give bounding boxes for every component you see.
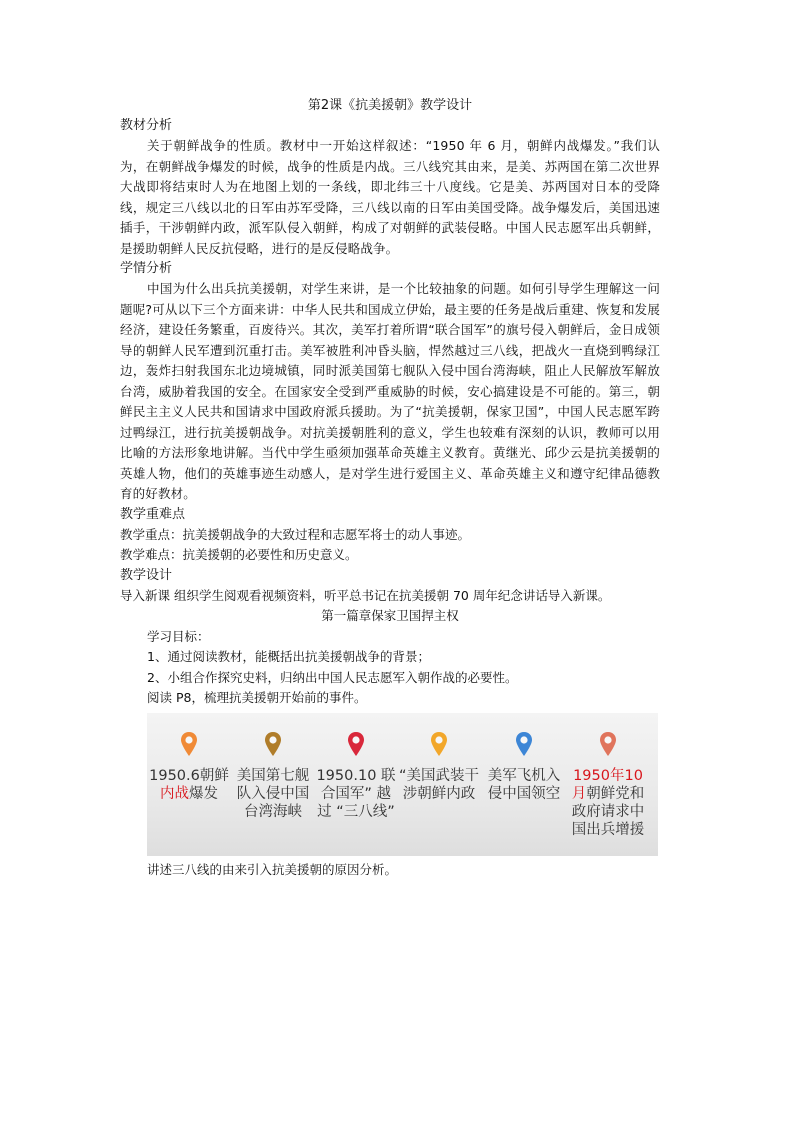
difficult-point: 教学难点：抗美援朝的必要性和历史意义。 <box>120 547 358 562</box>
learner-heading: 学情分析 <box>120 261 173 276</box>
closing-line: 讲述三八线的由来引入抗美援朝的原因分析。 <box>147 861 398 877</box>
design-heading: 教学设计 <box>120 567 173 583</box>
timeline-post-text: 朝鲜党和政府请求中国出兵增援 <box>571 785 645 838</box>
map-pin-icon <box>515 731 533 757</box>
learner-paragraph: 中国为什么出兵抗美援朝，对学生来讲，是一个比较抽象的问题。如何引导学生理解这一问题呢?可从以下三个方面来讲：中华人民共和国成立伊始，最主要的任务是战后重建、恢复和发展经济，建设任务繁重，百废待兴。其次，美军打着所谓“联合国军”的旗号侵入朝鲜后，金日成领导的朝鲜人民军遭到沉重打击。美军被胜利冲昏头脑，悍然越过三八线，把战火一直烧到鸭绿江边，轰炸扫射我国东北边境城镇，同时派美国第七舰队入侵中国台湾海峡，阻止人民解放军解放台湾，威胁着我国的安全。在国家安全受到严重威胁的时候，安心搞建设是不可能的。第三，朝鲜民主主义人民共和国请求中国政府派兵援助。为了“抗美援朝，保家卫国”，中国人民志愿军跨过鸭绿江，进行抗美援朝战争。对抗美援朝胜利的意义，学生也较难有深刻的认识，教师可以用比喻的方法形象地讲解。当代中学生亟须加强革命英雄主义教育。黄继光、邱少云是抗美援朝的英雄人物，他们的英雄事迹生动感人，是对学生进行爱国主义、革命英雄主义和遵守纪律品德教育的好教材。 <box>120 281 660 501</box>
timeline-image <box>147 713 658 856</box>
timeline-red-text: 1950年10月 <box>571 767 643 802</box>
map-pin-icon <box>180 731 198 757</box>
timeline-pre-text: 1950.10 联合国军” 越过 “三八线” <box>316 767 396 820</box>
chapter-title: 第一篇章保家卫国捍主权 <box>321 608 459 623</box>
timeline-item <box>568 767 648 839</box>
timeline-item <box>484 767 564 803</box>
map-pin-icon <box>599 731 617 757</box>
timeline-pre-text: 1950.6朝鲜 <box>149 767 229 784</box>
map-pin-icon <box>347 731 365 757</box>
timeline-pre-text: “美国武装干涉朝鲜内政 <box>399 767 480 802</box>
timeline-item <box>316 767 396 821</box>
timeline-item <box>149 767 229 803</box>
reading-line: 阅读 P8，梳理抗美援朝开始前的事件。 <box>147 690 367 705</box>
analysis-heading: 教材分析 <box>120 118 173 133</box>
timeline-item <box>233 767 313 821</box>
timeline-red-text: 内战 <box>160 785 189 802</box>
analysis-paragraph: 关于朝鲜战争的性质。教材中一开始这样叙述：“1950 年 6 月，朝鲜内战爆发。”我们认为，在朝鲜战争爆发的时候，战争的性质是内战。三八线究其由来，是美、苏两国在第二次世界大战即将结束时人为在地图上划的一条线，即北纬三十八度线。它是美、苏两国对日本的受降线，规定三八线以北的日军由苏军受降，三八线以南的日军由美国受降。战争爆发后，美国迅速插手，干涉朝鲜内政，派军队侵入朝鲜，构成了对朝鲜的武装侵略。中国人民志愿军出兵朝鲜，是援助朝鲜人民反抗侵略，进行的是反侵略战争。 <box>120 138 660 256</box>
map-pin-icon <box>430 731 448 757</box>
intro-line: 导入新课 组织学生阅观看视频资料，听平总书记在抗美援朝 70 周年纪念讲话导入新课。 <box>120 587 611 603</box>
goals-heading: 学习目标： <box>147 628 210 644</box>
map-pin-icon <box>264 731 282 757</box>
goal-2: 2、小组合作探究史料，归纳出中国人民志愿军入朝作战的必要性。 <box>147 669 518 685</box>
timeline-item <box>399 767 479 803</box>
timeline-pre-text: 美军飞机入侵中国领空 <box>487 767 561 802</box>
timeline-post-text: 爆发 <box>189 785 218 802</box>
goal-1: 1、通过阅读教材，能概括出抗美援朝战争的背景； <box>147 649 430 664</box>
document-page <box>120 96 660 880</box>
timeline-pre-text: 美国第七舰队入侵中国台湾海峡 <box>236 767 310 820</box>
key-heading: 教学重难点 <box>120 506 186 522</box>
key-point: 教学重点：抗美援朝战争的大致过程和志愿军将士的动人事迹。 <box>120 526 471 542</box>
document-title: 第2课《抗美援朝》教学设计 <box>307 98 473 113</box>
